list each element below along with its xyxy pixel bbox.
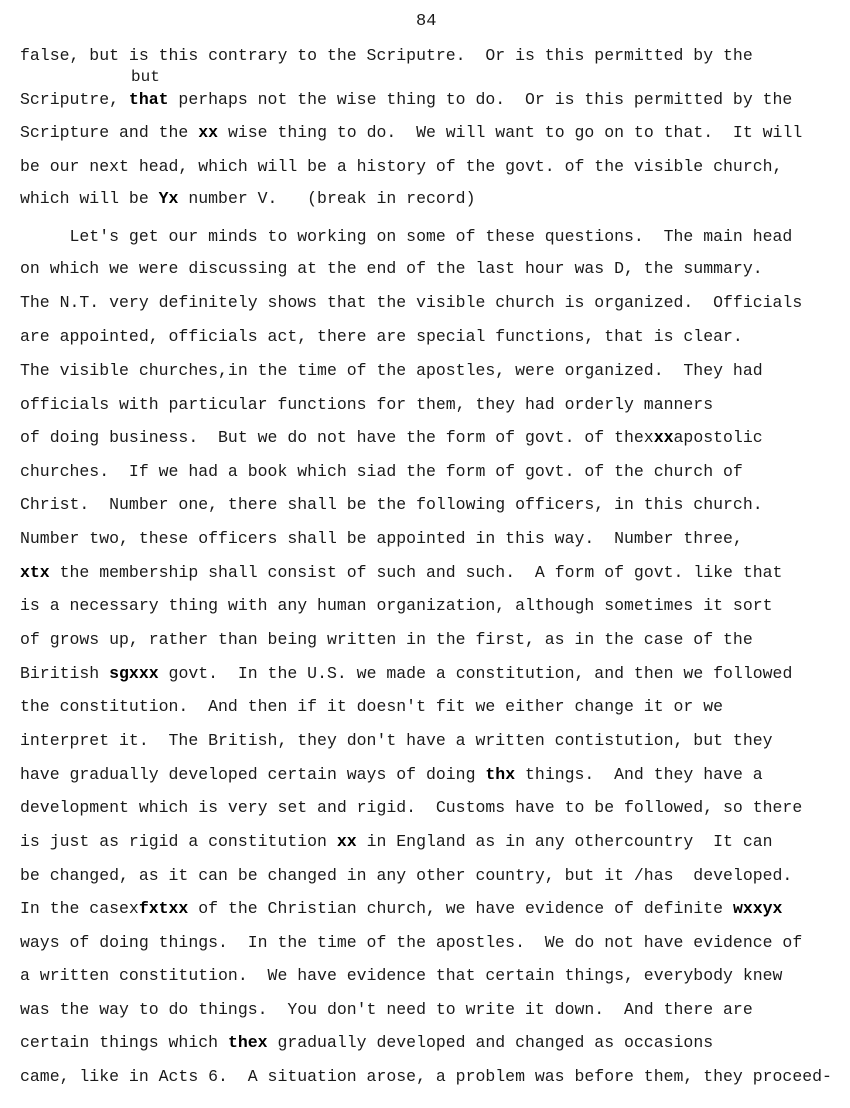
text-line: a written constitution. We have evidence that certain things, everybody knew	[20, 966, 783, 985]
text-line: ways of doing things. In the time of the apostles. We do not have evidence of	[20, 933, 803, 952]
text-line: of doing business. But we do not have the form of govt. of thexxxapostolic	[20, 428, 763, 447]
text-line: The visible churches,in the time of the apostles, were organized. They had	[20, 361, 763, 380]
text-line: certain things which thex gradually developed and changed as occasions	[20, 1033, 714, 1052]
text-line: be changed, as it can be changed in any other country, but it /has developed.	[20, 866, 793, 885]
text-line: be our next head, which will be a history of the govt. of the visible church,	[20, 157, 783, 176]
text-line: Biritish sgxxx govt. In the U.S. we made a constitution, and then we followed	[20, 664, 793, 683]
text-line: xtx the membership shall consist of such and such. A form of govt. like that	[20, 563, 783, 582]
text-line: is just as rigid a constitution xx in England as in any othercountry It can	[20, 832, 773, 851]
overstrike: thx	[485, 765, 516, 784]
text-line: The N.T. very definitely shows that the visible church is organized. Officials	[20, 293, 803, 312]
overstrike: xx	[336, 832, 357, 851]
text-line: false, but is this contrary to the Scriputre. Or is this permitted by the	[20, 46, 753, 65]
handwritten-insertion: but	[131, 68, 160, 86]
overstrike: thex	[227, 1033, 268, 1052]
text-line: Christ. Number one, there shall be the following officers, in this church.	[20, 495, 763, 514]
overstrike: that	[128, 90, 169, 109]
overstrike: xx	[198, 123, 219, 142]
overstrike: wxxyx	[732, 899, 783, 918]
overstrike: Yx	[158, 189, 179, 208]
page-number: 84	[416, 12, 437, 31]
overstrike: fxtxx	[138, 899, 189, 918]
text-line: is a necessary thing with any human organization, although sometimes it sort	[20, 596, 773, 615]
text-line: which will be Yx number V. (break in record)	[20, 189, 476, 208]
text-line: of grows up, rather than being written in the first, as in the case of the	[20, 630, 753, 649]
text-line: Let's get our minds to working on some of these questions. The main head	[20, 227, 793, 246]
text-line: have gradually developed certain ways of doing thx things. And they have a	[20, 765, 763, 784]
text-line: Scripture and the xx wise thing to do. We will want to go on to that. It will	[20, 123, 803, 142]
text-line: development which is very set and rigid. Customs have to be followed, so there	[20, 798, 803, 817]
overstrike: xtx	[20, 563, 50, 582]
overstrike: xx	[653, 428, 674, 447]
text-line: interpret it. The British, they don't have a written contistution, but they	[20, 731, 773, 750]
text-line: officials with particular functions for them, they had orderly manners	[20, 395, 714, 414]
text-line: the constitution. And then if it doesn't fit we either change it or we	[20, 697, 724, 716]
text-line: came, like in Acts 6. A situation arose, a problem was before them, they proceed-	[20, 1067, 832, 1086]
text-line: was the way to do things. You don't need to write it down. And there are	[20, 1000, 753, 1019]
text-line: churches. If we had a book which siad the form of govt. of the church of	[20, 462, 743, 481]
text-line: are appointed, officials act, there are special functions, that is clear.	[20, 327, 743, 346]
text-line: In the casexfxtxx of the Christian church, we have evidence of definite wxxyx	[20, 899, 783, 918]
text-line: Number two, these officers shall be appointed in this way. Number three,	[20, 529, 743, 548]
overstrike: sgxxx	[109, 664, 159, 683]
text-line: Scriputre, that perhaps not the wise thing to do. Or is this permitted by the	[20, 90, 793, 109]
text-line: on which we were discussing at the end of the last hour was D, the summary.	[20, 259, 763, 278]
